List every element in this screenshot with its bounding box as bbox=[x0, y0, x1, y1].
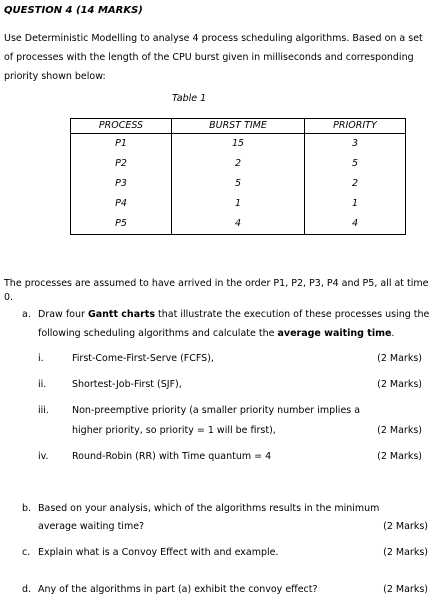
table-row bbox=[71, 174, 406, 194]
cell-process: P2 bbox=[71, 154, 172, 174]
cell-priority: 1 bbox=[304, 194, 405, 214]
item-number: ii. bbox=[38, 379, 47, 390]
item-text: Round-Robin (RR) with Time quantum = 4 bbox=[72, 451, 272, 462]
item-marks: (2 Marks) bbox=[377, 425, 422, 436]
item-marks: (2 Marks) bbox=[377, 379, 422, 390]
question-intro: Use Deterministic Modelling to analyse 4 process scheduling algorithms. Based on a set of processes with the length of the CPU burst given in milliseconds and corresponding priority shown below: bbox=[4, 33, 423, 82]
table-header-row bbox=[71, 119, 406, 134]
part-d-label: d. bbox=[22, 584, 32, 595]
item-text: First-Come-First-Serve (FCFS), bbox=[72, 353, 214, 364]
part-c-label: c. bbox=[22, 547, 31, 558]
item-text: Shortest-Job-First (SJF), bbox=[72, 379, 182, 390]
part-c-marks: (2 Marks) bbox=[383, 547, 428, 558]
process-table bbox=[70, 118, 406, 235]
arrival-statement: The processes are assumed to have arrived in the order P1, P2, P3, P4 and P5, all at time 0. bbox=[4, 278, 429, 303]
table-row bbox=[71, 194, 406, 214]
part-a-line2-pre: following scheduling algorithms and calculate the bbox=[38, 328, 278, 339]
cell-process: P5 bbox=[71, 214, 172, 235]
item-number: iv. bbox=[38, 451, 49, 462]
header-process: PROCESS bbox=[71, 119, 172, 134]
part-a-line1 bbox=[38, 308, 429, 322]
part-a-line2 bbox=[38, 327, 394, 341]
cell-process: P4 bbox=[71, 194, 172, 214]
question-title: QUESTION 4 (14 MARKS) bbox=[4, 5, 143, 16]
table-row bbox=[71, 214, 406, 235]
item-text-line2: higher priority, so priority = 1 will be first), bbox=[72, 425, 276, 436]
item-number: i. bbox=[38, 353, 44, 364]
part-a-text-pre: Draw four bbox=[38, 309, 88, 320]
cell-burst-time: 15 bbox=[172, 134, 305, 155]
cell-burst-time: 2 bbox=[172, 154, 305, 174]
part-a-label: a. bbox=[22, 309, 31, 320]
part-a-awt-bold: average waiting time bbox=[277, 328, 392, 339]
cell-burst-time: 1 bbox=[172, 194, 305, 214]
cell-priority: 5 bbox=[304, 154, 405, 174]
part-d-text: Any of the algorithms in part (a) exhibit the convoy effect? bbox=[38, 584, 318, 595]
header-burst-time: BURST TIME bbox=[172, 119, 305, 134]
cell-process: P1 bbox=[71, 134, 172, 155]
item-text: Non-preemptive priority (a smaller priority number implies a bbox=[72, 405, 361, 416]
part-a-text-mid: that illustrate the execution of these processes using the bbox=[155, 309, 430, 320]
cell-priority: 4 bbox=[304, 214, 405, 235]
cell-burst-time: 4 bbox=[172, 214, 305, 235]
item-marks: (2 Marks) bbox=[377, 451, 422, 462]
part-b-label: b. bbox=[22, 503, 32, 514]
cell-priority: 2 bbox=[304, 174, 405, 194]
table-caption: Table 1 bbox=[172, 93, 207, 104]
header-priority: PRIORITY bbox=[304, 119, 405, 134]
part-b-line2: average waiting time? bbox=[38, 521, 145, 532]
part-b-marks: (2 Marks) bbox=[383, 521, 428, 532]
part-b-line1: Based on your analysis, which of the algorithms results in the minimum bbox=[38, 503, 380, 514]
part-d-marks: (2 Marks) bbox=[383, 584, 428, 595]
item-marks: (2 Marks) bbox=[377, 353, 422, 364]
table-row bbox=[71, 154, 406, 174]
cell-priority: 3 bbox=[304, 134, 405, 155]
cell-burst-time: 5 bbox=[172, 174, 305, 194]
table-row bbox=[71, 134, 406, 155]
cell-process: P3 bbox=[71, 174, 172, 194]
part-a-line2-post: . bbox=[391, 328, 395, 339]
part-a-gantt-bold: Gantt charts bbox=[87, 309, 155, 320]
item-number: iii. bbox=[38, 405, 49, 416]
part-c-text: Explain what is a Convoy Effect with and example. bbox=[38, 547, 279, 558]
